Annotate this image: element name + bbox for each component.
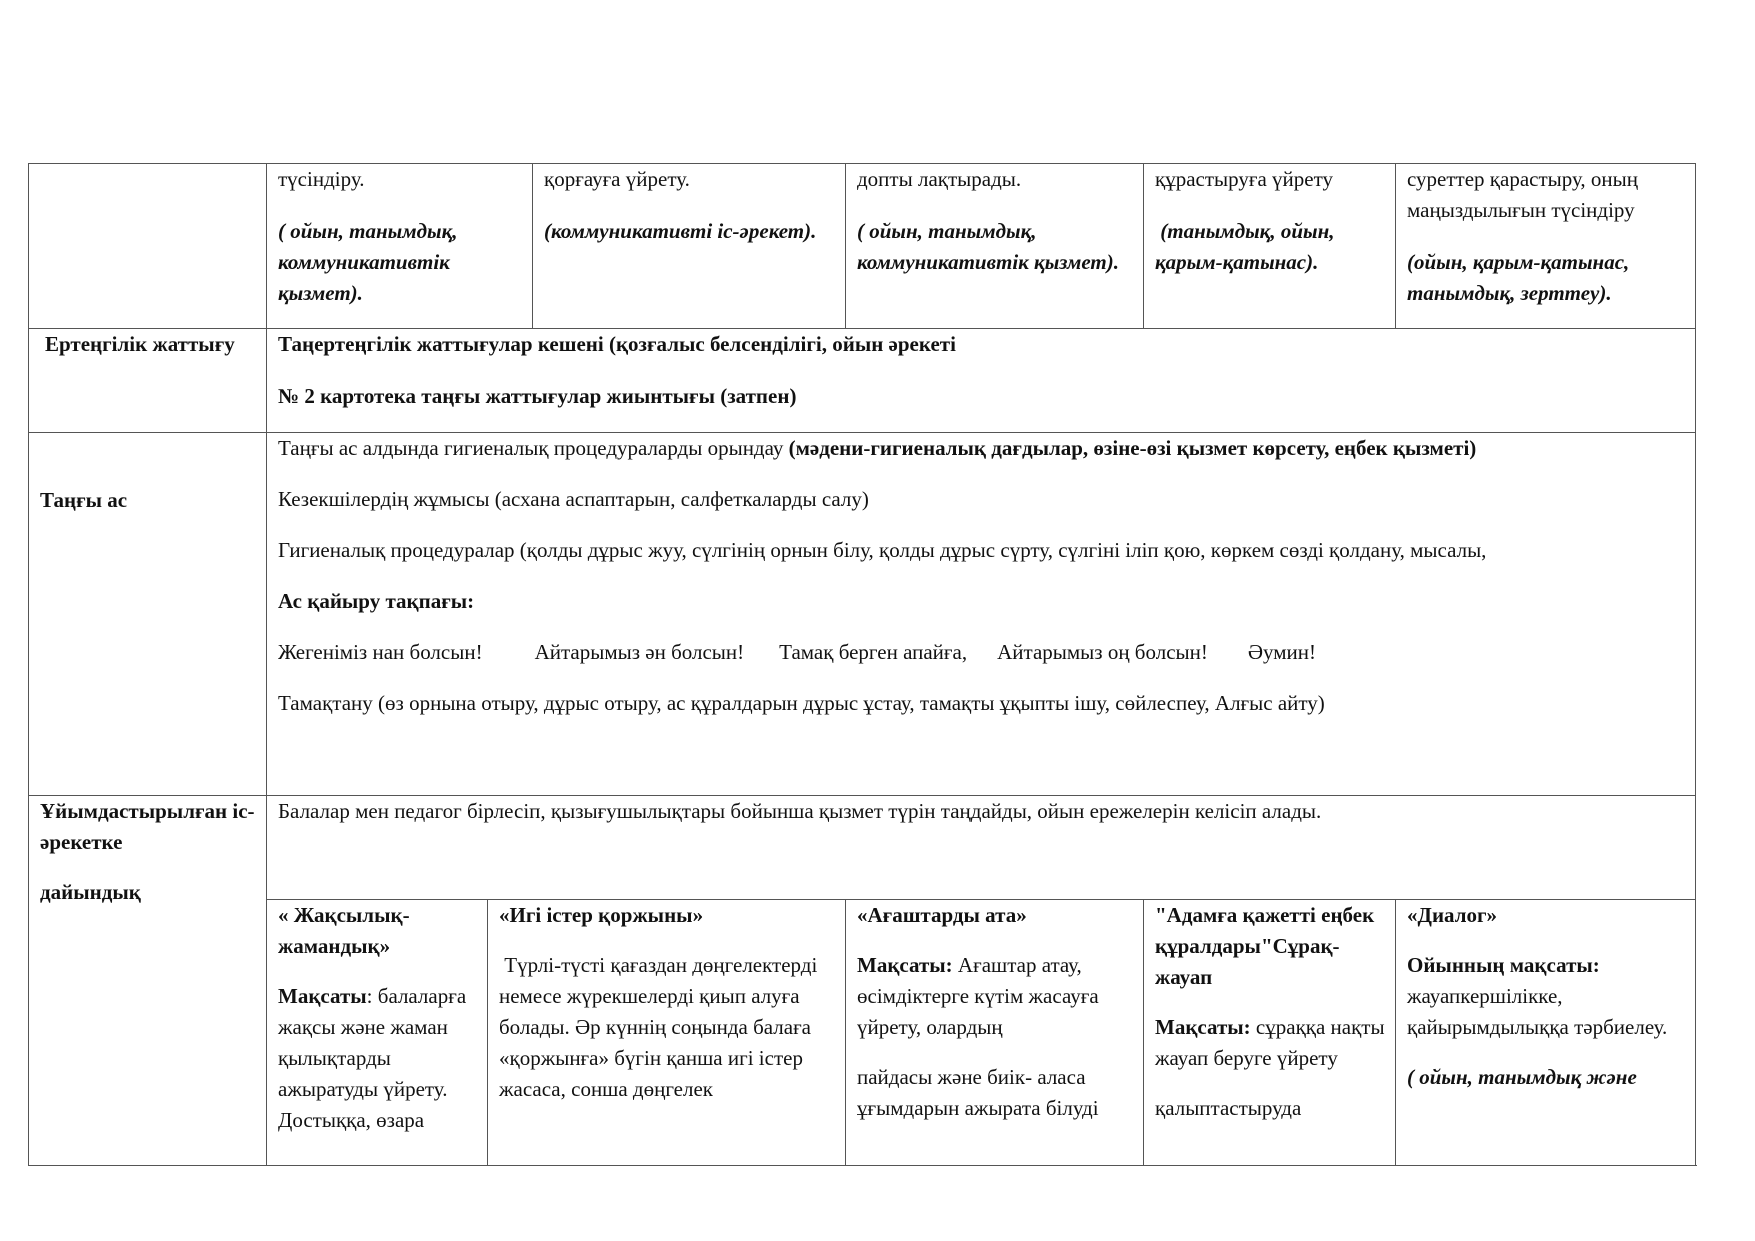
cell-text: құрастыруға үйрету <box>1155 167 1333 191</box>
breakfast-p1: Таңғы ас алдында гигиеналық процедураларды орындау (мәдени-гигиеналық дағдылар, өзіне-өзі қызмет көрсету, еңбек қызметі) <box>278 436 1477 460</box>
exercise-line-1: Таңертеңгілік жаттығулар кешені (қозғалыс белсенділігі, ойын әрекеті <box>278 332 956 356</box>
breakfast-poem-title: Ас қайыру тақпағы: <box>278 589 475 613</box>
game-cell-3 <box>846 900 1144 1166</box>
poem-line: Айтарымыз ән болсын! <box>534 640 745 664</box>
organized-label-line-2: дайындық <box>40 880 141 904</box>
cell-activity: ( ойын, танымдық, коммуникативтік қызмет). <box>278 219 458 305</box>
game-cell-5 <box>1396 900 1696 1166</box>
continuation-row <box>29 164 1696 329</box>
game-title: "Адамға қажетті еңбек құралдары"Сұрақ-жауап <box>1155 903 1375 989</box>
breakfast-content <box>267 433 1696 796</box>
game-activity: ( ойын, танымдық және <box>1407 1065 1637 1089</box>
breakfast-p2: Кезекшілердің жұмысы (асхана аспаптарын, салфеткаларды салу) <box>278 487 869 511</box>
continuation-cell-2 <box>533 164 846 329</box>
cell-text: допты лақтырады. <box>857 167 1022 191</box>
continuation-label-cell <box>29 164 267 329</box>
breakfast-p3: Гигиеналық процедуралар (қолды дұрыс жуу, сүлгінің орнын білу, қолды дұрыс сүрту, сүлгіні іліп қою, көркем сөзді қолдану, мысалы, <box>278 538 1487 562</box>
schedule-table <box>28 163 1696 1166</box>
poem-line: Әумин! <box>1247 640 1317 664</box>
cell-activity: (коммуникативті іс-әрекет). <box>544 219 817 243</box>
game-title: «Игі істер қоржыны» <box>499 903 704 927</box>
game-extra: пайдасы және биік- аласа ұғымдарын ажырата білуді <box>857 1065 1099 1120</box>
breakfast-label: Таңғы ас <box>29 433 267 796</box>
game-extra: қалыптастыруда <box>1155 1096 1302 1120</box>
cell-text: қорғауға үйрету. <box>544 167 690 191</box>
games-row <box>29 900 1696 1166</box>
game-title: « Жақсылық-жамандық» <box>278 903 410 958</box>
game-cell-1 <box>267 900 488 1166</box>
exercise-label: Ертеңгілік жаттығу <box>29 329 267 433</box>
cell-activity: (ойын, қарым-қатынас, танымдық, зерттеу). <box>1407 250 1630 305</box>
breakfast-p6: Тамақтану (өз орнына отыру, дұрыс отыру, ас құралдарын дұрыс ұстау, тамақты ұқыпты ішу, сөйлеспеу, Алғыс айту) <box>278 691 1325 715</box>
organized-intro-row <box>29 796 1696 900</box>
organized-intro <box>267 796 1696 900</box>
exercise-line-2: № 2 картотека таңғы жаттығулар жиынтығы (затпен) <box>278 384 797 408</box>
game-goal: Мақсаты: балаларға жақсы және жаман қылықтарды ажыратуды үйрету. Достыққа, өзара <box>278 984 467 1132</box>
game-cell-4 <box>1144 900 1396 1166</box>
poem-line: Айтарымыз оң болсын! <box>997 640 1208 664</box>
organized-intro-text: Балалар мен педагог бірлесіп, қызығушылықтары бойынша қызмет түрін таңдайды, ойын ережелерін келісіп алады. <box>278 799 1322 823</box>
poem-line: Тамақ берген апайға, <box>779 640 968 664</box>
game-title: «Ағаштарды ата» <box>857 903 1027 927</box>
exercise-row <box>29 329 1696 433</box>
continuation-cell-1 <box>267 164 533 329</box>
cell-activity: ( ойын, танымдық, коммуникативтік қызмет). <box>857 219 1119 274</box>
continuation-cell-3 <box>846 164 1144 329</box>
game-body: Түрлі-түсті қағаздан дөңгелектерді немесе жүрекшелерді қиып алуға болады. Әр күннің соңында балаға «қоржынға» бүгін қанша игі істер жасаса, сонша дөңгелек <box>499 953 823 1101</box>
exercise-content <box>267 329 1696 433</box>
game-goal: Ойынның мақсаты: жауапкершілікке, қайырымдылыққа тәрбиелеу. <box>1407 953 1668 1039</box>
breakfast-row <box>29 433 1696 796</box>
continuation-cell-5 <box>1396 164 1696 329</box>
continuation-cell-4 <box>1144 164 1396 329</box>
game-goal: Мақсаты: сұраққа нақты жауап беруге үйрету <box>1155 1015 1385 1070</box>
poem-line: Жегеніміз нан болсын! <box>278 640 483 664</box>
organized-label-line-1: Ұйымдастырылған іс-әрекетке <box>40 799 255 854</box>
game-cell-2 <box>488 900 846 1166</box>
cell-text: суреттер қарастыру, оның маңыздылығын түсіндіру <box>1407 167 1638 222</box>
organized-label <box>29 796 267 1166</box>
breakfast-poem <box>278 637 1685 668</box>
game-goal: Мақсаты: Ағаштар атау, өсімдіктерге күтім жасауға үйрету, олардың <box>857 953 1099 1039</box>
cell-text: түсіндіру. <box>278 167 365 191</box>
cell-activity: (танымдық, ойын, қарым-қатынас). <box>1155 219 1340 274</box>
game-title: «Диалог» <box>1407 903 1498 927</box>
